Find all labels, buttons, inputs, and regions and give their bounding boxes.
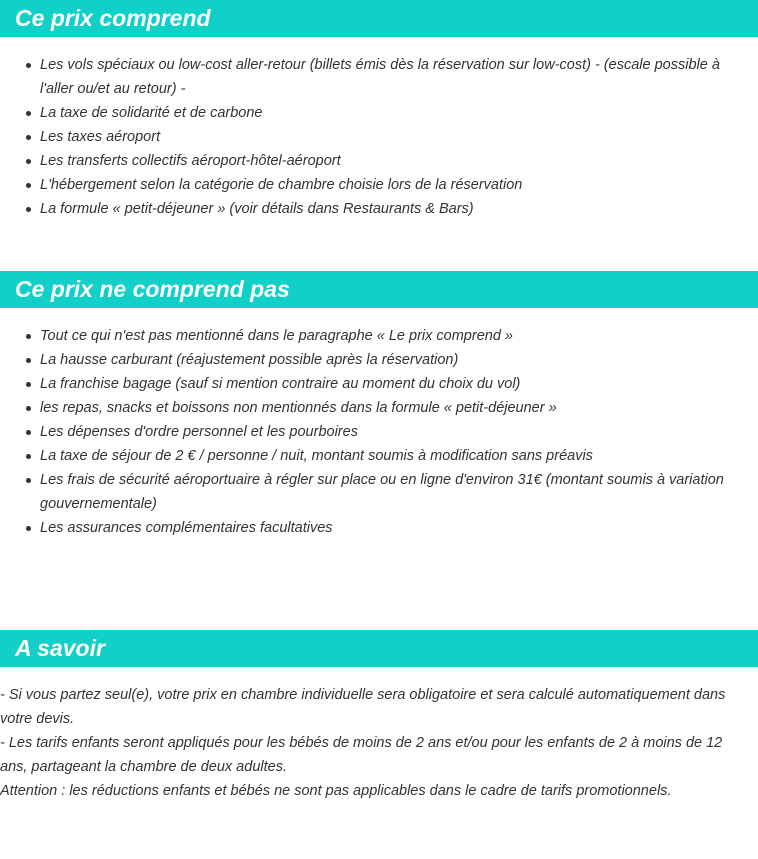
list-item: Les taxes aéroport xyxy=(0,125,758,149)
list-item: La franchise bagage (sauf si mention contraire au moment du choix du vol) xyxy=(0,372,758,396)
info-section-header xyxy=(0,630,758,667)
included-list xyxy=(0,53,758,221)
list-item: La formule « petit-déjeuner » (voir détails dans Restaurants & Bars) xyxy=(0,197,758,221)
info-text xyxy=(0,683,758,803)
list-item: Les vols spéciaux ou low-cost aller-retour (billets émis dès la réservation sur low-cost) - (escale possible à l'aller ou/et au retour) - xyxy=(0,53,758,101)
info-line-child-rates: - Les tarifs enfants seront appliqués pour les bébés de moins de 2 ans et/ou pour les enfants de 2 à moins de 12 ans, partageant la chambre de deux adultes. xyxy=(0,735,723,775)
list-item: Tout ce qui n'est pas mentionné dans le paragraphe « Le prix comprend » xyxy=(0,324,758,348)
list-item: Les assurances complémentaires facultatives xyxy=(0,516,758,540)
excluded-section-header xyxy=(0,271,758,308)
list-item: Les transferts collectifs aéroport-hôtel-aéroport xyxy=(0,149,758,173)
excluded-list xyxy=(0,324,758,540)
included-section-title: Ce prix comprend xyxy=(15,5,211,31)
excluded-section-title: Ce prix ne comprend pas xyxy=(15,276,290,302)
included-section-header xyxy=(0,0,758,37)
info-line-attention: Attention : les réductions enfants et bébés ne sont pas applicables dans le cadre de tarifs promotionnels. xyxy=(0,783,672,799)
list-item: La taxe de séjour de 2 € / personne / nuit, montant soumis à modification sans préavis xyxy=(0,444,758,468)
list-item: La taxe de solidarité et de carbone xyxy=(0,101,758,125)
info-line-single-traveler: - Si vous partez seul(e), votre prix en chambre individuelle sera obligatoire et sera calculé automatiquement dans votre devis. xyxy=(0,687,726,727)
list-item: La hausse carburant (réajustement possible après la réservation) xyxy=(0,348,758,372)
info-section-title: A savoir xyxy=(15,635,105,661)
list-item: Les frais de sécurité aéroportuaire à régler sur place ou en ligne d'environ 31€ (montant soumis à variation gouvernementale) xyxy=(0,468,758,516)
list-item: Les dépenses d'ordre personnel et les pourboires xyxy=(0,420,758,444)
list-item: L'hébergement selon la catégorie de chambre choisie lors de la réservation xyxy=(0,173,758,197)
list-item: les repas, snacks et boissons non mentionnés dans la formule « petit-déjeuner » xyxy=(0,396,758,420)
